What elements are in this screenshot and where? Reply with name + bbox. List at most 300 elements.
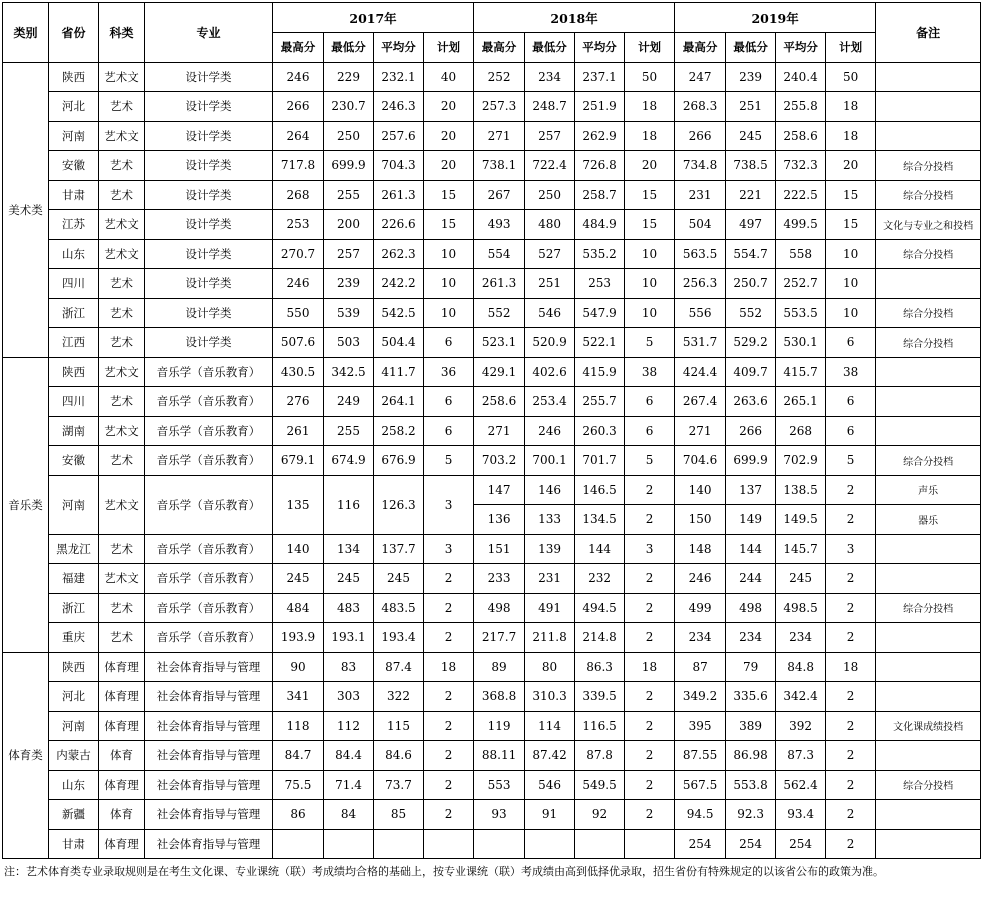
y2017-plan-count: 36 <box>424 357 474 387</box>
y2019-max-score: 140 <box>675 475 726 505</box>
y2017-avg-score: 73.7 <box>374 770 424 800</box>
y2017-plan-count: 2 <box>424 564 474 594</box>
y2018-min-score: 257 <box>525 121 575 151</box>
remark-cell <box>876 121 981 151</box>
y2019-plan-count: 15 <box>826 210 876 240</box>
table-row <box>3 416 981 446</box>
y2019-avg-score: 255.8 <box>776 92 826 122</box>
province-cell: 浙江 <box>49 298 99 328</box>
y2017-plan-count: 20 <box>424 121 474 151</box>
remark-cell <box>876 269 981 299</box>
y2017-min-score: 200 <box>324 210 374 240</box>
y2017-min-score: 503 <box>324 328 374 358</box>
y2018-max-score: 553 <box>474 770 525 800</box>
y2018-plan-count <box>625 829 675 859</box>
y2018-max-score: 119 <box>474 711 525 741</box>
province-cell: 福建 <box>49 564 99 594</box>
y2018-max-score: 252 <box>474 62 525 92</box>
y2018-max-score <box>474 829 525 859</box>
y2017-min-score: 250 <box>324 121 374 151</box>
y2019-max-score: 349.2 <box>675 682 726 712</box>
major-cell: 音乐学（音乐教育） <box>145 593 273 623</box>
y2019-max-score: 563.5 <box>675 239 726 269</box>
major-cell: 设计学类 <box>145 269 273 299</box>
y2018-max-score: 368.8 <box>474 682 525 712</box>
y2019-avg-score: 254 <box>776 829 826 859</box>
y2018-max-score: 136 <box>474 505 525 535</box>
province-cell: 河南 <box>49 711 99 741</box>
subject-cell: 艺术文 <box>99 357 145 387</box>
y2019-max-score: 87 <box>675 652 726 682</box>
province-cell: 山东 <box>49 239 99 269</box>
y2017-avg-score: 193.4 <box>374 623 424 653</box>
category-cell: 美术类 <box>3 62 49 357</box>
y2019-max-score: 424.4 <box>675 357 726 387</box>
y2018-min-score: 310.3 <box>525 682 575 712</box>
subject-cell: 艺术 <box>99 328 145 358</box>
y2018-avg-score: 86.3 <box>575 652 625 682</box>
table-row <box>3 62 981 92</box>
y2019-min-score: 389 <box>726 711 776 741</box>
y2017-max-score: 140 <box>273 534 324 564</box>
remark-cell: 综合分投档 <box>876 328 981 358</box>
major-cell: 设计学类 <box>145 239 273 269</box>
major-cell: 社会体育指导与管理 <box>145 770 273 800</box>
y2018-avg-score: 339.5 <box>575 682 625 712</box>
y2017-avg-score: 242.2 <box>374 269 424 299</box>
y2018-plan-count: 20 <box>625 151 675 181</box>
category-cell: 体育类 <box>3 652 49 859</box>
y2018-min-score: 520.9 <box>525 328 575 358</box>
y2018-plan-count: 2 <box>625 475 675 505</box>
major-cell: 社会体育指导与管理 <box>145 741 273 771</box>
y2018-avg-score: 146.5 <box>575 475 625 505</box>
y2017-plan-count: 15 <box>424 210 474 240</box>
y2018-max-score: 267 <box>474 180 525 210</box>
header-remark: 备注 <box>876 3 981 63</box>
y2019-max-score: 148 <box>675 534 726 564</box>
y2019-max-score: 254 <box>675 829 726 859</box>
subject-cell: 艺术文 <box>99 239 145 269</box>
y2017-plan-count: 40 <box>424 62 474 92</box>
table-row <box>3 269 981 299</box>
major-cell: 设计学类 <box>145 151 273 181</box>
y2019-avg-score: 732.3 <box>776 151 826 181</box>
y2018-min-score: 246 <box>525 416 575 446</box>
y2017-plan-count: 6 <box>424 387 474 417</box>
y2019-avg-score: 240.4 <box>776 62 826 92</box>
y2018-avg-score: 726.8 <box>575 151 625 181</box>
table-row <box>3 151 981 181</box>
y2019-min-score: 554.7 <box>726 239 776 269</box>
y2017-avg-score <box>374 829 424 859</box>
y2019-plan-count: 6 <box>826 387 876 417</box>
y2018-max-score: 554 <box>474 239 525 269</box>
y2018-min-score: 527 <box>525 239 575 269</box>
table-row <box>3 239 981 269</box>
y2018-min-score: 146 <box>525 475 575 505</box>
y2017-plan-count: 15 <box>424 180 474 210</box>
remark-cell <box>876 829 981 859</box>
y2018-plan-count: 50 <box>625 62 675 92</box>
y2019-plan-count: 10 <box>826 298 876 328</box>
y2017-min-score: 134 <box>324 534 374 564</box>
province-cell: 甘肃 <box>49 829 99 859</box>
y2018-avg-score: 415.9 <box>575 357 625 387</box>
header-major: 专业 <box>145 3 273 63</box>
admission-score-table <box>2 2 981 859</box>
major-cell: 音乐学（音乐教育） <box>145 357 273 387</box>
y2017-max-score: 245 <box>273 564 324 594</box>
y2017-avg-score: 245 <box>374 564 424 594</box>
y2019-plan-count: 38 <box>826 357 876 387</box>
table-row <box>3 475 981 505</box>
y2019-plan-count: 2 <box>826 741 876 771</box>
y2018-min-score: 491 <box>525 593 575 623</box>
y2017-max-score: 550 <box>273 298 324 328</box>
y2018-min-score: 211.8 <box>525 623 575 653</box>
y2019-max-score: 231 <box>675 180 726 210</box>
major-cell: 设计学类 <box>145 328 273 358</box>
y2019-avg-score: 93.4 <box>776 800 826 830</box>
y2018-max-score: 89 <box>474 652 525 682</box>
y2019-max-score: 499 <box>675 593 726 623</box>
table-row <box>3 446 981 476</box>
y2018-plan-count: 5 <box>625 446 675 476</box>
y2019-avg-score: 265.1 <box>776 387 826 417</box>
y2018-min-score: 234 <box>525 62 575 92</box>
province-cell: 浙江 <box>49 593 99 623</box>
y2017-plan-count: 10 <box>424 298 474 328</box>
y2017-plan-count: 3 <box>424 475 474 534</box>
remark-cell <box>876 387 981 417</box>
y2019-min-score: 498 <box>726 593 776 623</box>
y2018-max-score: 261.3 <box>474 269 525 299</box>
y2017-avg-score: 87.4 <box>374 652 424 682</box>
remark-cell: 器乐 <box>876 505 981 535</box>
y2019-plan-count: 5 <box>826 446 876 476</box>
remark-cell: 综合分投档 <box>876 151 981 181</box>
subject-cell: 艺术 <box>99 387 145 417</box>
header-avg: 平均分 <box>776 33 826 63</box>
footnote: 注：艺术体育类专业录取规则是在考生文化课、专业课统（联）考成绩均合格的基础上，按专业课统（联）考成绩由高到低择优录取，招生省份有特殊规定的以该省公布的政策为准。 <box>4 865 884 878</box>
subject-cell: 体育 <box>99 741 145 771</box>
remark-cell: 文化课成绩投档 <box>876 711 981 741</box>
table-row <box>3 328 981 358</box>
province-cell: 安徽 <box>49 151 99 181</box>
y2017-max-score: 253 <box>273 210 324 240</box>
y2018-min-score <box>525 829 575 859</box>
table-row <box>3 387 981 417</box>
y2019-max-score: 234 <box>675 623 726 653</box>
y2018-min-score: 87.42 <box>525 741 575 771</box>
province-cell: 甘肃 <box>49 180 99 210</box>
y2019-min-score: 86.98 <box>726 741 776 771</box>
y2018-plan-count: 2 <box>625 564 675 594</box>
y2017-plan-count: 10 <box>424 239 474 269</box>
header-province: 省份 <box>49 3 99 63</box>
province-cell: 四川 <box>49 269 99 299</box>
y2017-avg-score: 258.2 <box>374 416 424 446</box>
y2019-plan-count: 10 <box>826 239 876 269</box>
y2019-avg-score: 84.8 <box>776 652 826 682</box>
y2017-min-score: 674.9 <box>324 446 374 476</box>
y2017-max-score: 246 <box>273 269 324 299</box>
y2017-avg-score: 704.3 <box>374 151 424 181</box>
y2019-max-score: 556 <box>675 298 726 328</box>
y2019-min-score: 251 <box>726 92 776 122</box>
table-row <box>3 770 981 800</box>
y2017-max-score: 341 <box>273 682 324 712</box>
y2019-plan-count: 2 <box>826 770 876 800</box>
y2019-avg-score: 392 <box>776 711 826 741</box>
y2017-min-score: 83 <box>324 652 374 682</box>
major-cell: 音乐学（音乐教育） <box>145 623 273 653</box>
y2017-plan-count: 18 <box>424 652 474 682</box>
y2019-plan-count: 2 <box>826 623 876 653</box>
y2018-avg-score: 484.9 <box>575 210 625 240</box>
y2019-min-score: 529.2 <box>726 328 776 358</box>
y2018-avg-score: 144 <box>575 534 625 564</box>
y2019-max-score: 266 <box>675 121 726 151</box>
y2018-min-score: 231 <box>525 564 575 594</box>
remark-cell: 综合分投档 <box>876 770 981 800</box>
y2017-plan-count: 20 <box>424 151 474 181</box>
remark-cell: 综合分投档 <box>876 593 981 623</box>
y2019-plan-count: 2 <box>826 711 876 741</box>
y2018-plan-count: 18 <box>625 121 675 151</box>
y2018-max-score: 93 <box>474 800 525 830</box>
y2018-min-score: 91 <box>525 800 575 830</box>
table-row <box>3 121 981 151</box>
y2019-max-score: 531.7 <box>675 328 726 358</box>
y2019-max-score: 94.5 <box>675 800 726 830</box>
y2018-max-score: 257.3 <box>474 92 525 122</box>
y2017-min-score: 342.5 <box>324 357 374 387</box>
province-cell: 河南 <box>49 475 99 534</box>
province-cell: 陕西 <box>49 62 99 92</box>
y2019-min-score: 92.3 <box>726 800 776 830</box>
table-row <box>3 564 981 594</box>
y2019-avg-score: 558 <box>776 239 826 269</box>
major-cell: 设计学类 <box>145 180 273 210</box>
y2019-plan-count: 6 <box>826 416 876 446</box>
subject-cell: 艺术文 <box>99 210 145 240</box>
y2019-min-score: 79 <box>726 652 776 682</box>
y2017-plan-count: 6 <box>424 328 474 358</box>
y2017-min-score <box>324 829 374 859</box>
province-cell: 湖南 <box>49 416 99 446</box>
y2017-avg-score: 257.6 <box>374 121 424 151</box>
y2018-avg-score <box>575 829 625 859</box>
y2017-plan-count: 2 <box>424 593 474 623</box>
remark-cell: 综合分投档 <box>876 239 981 269</box>
remark-cell <box>876 92 981 122</box>
y2018-min-score: 700.1 <box>525 446 575 476</box>
table-row <box>3 593 981 623</box>
y2019-max-score: 734.8 <box>675 151 726 181</box>
y2018-plan-count: 3 <box>625 534 675 564</box>
y2018-plan-count: 15 <box>625 210 675 240</box>
y2017-plan-count: 3 <box>424 534 474 564</box>
subject-cell: 艺术文 <box>99 62 145 92</box>
major-cell: 音乐学（音乐教育） <box>145 387 273 417</box>
y2018-avg-score: 522.1 <box>575 328 625 358</box>
major-cell: 设计学类 <box>145 121 273 151</box>
y2017-min-score: 84.4 <box>324 741 374 771</box>
y2018-avg-score: 237.1 <box>575 62 625 92</box>
y2018-plan-count: 2 <box>625 800 675 830</box>
header-year-2019: 2019年 <box>675 3 876 33</box>
header-min: 最低分 <box>726 33 776 63</box>
y2018-plan-count: 38 <box>625 357 675 387</box>
y2019-max-score: 704.6 <box>675 446 726 476</box>
y2018-avg-score: 262.9 <box>575 121 625 151</box>
y2017-min-score: 230.7 <box>324 92 374 122</box>
header-max: 最高分 <box>273 33 324 63</box>
y2018-plan-count: 2 <box>625 593 675 623</box>
y2017-avg-score: 261.3 <box>374 180 424 210</box>
y2017-max-score: 717.8 <box>273 151 324 181</box>
y2017-min-score: 249 <box>324 387 374 417</box>
y2019-plan-count: 2 <box>826 593 876 623</box>
y2019-max-score: 87.55 <box>675 741 726 771</box>
y2018-plan-count: 10 <box>625 269 675 299</box>
header-subject: 科类 <box>99 3 145 63</box>
table-row <box>3 800 981 830</box>
y2017-max-score: 268 <box>273 180 324 210</box>
y2017-avg-score: 84.6 <box>374 741 424 771</box>
y2018-min-score: 251 <box>525 269 575 299</box>
province-cell: 江西 <box>49 328 99 358</box>
y2017-max-score: 266 <box>273 92 324 122</box>
y2019-min-score: 137 <box>726 475 776 505</box>
remark-cell <box>876 62 981 92</box>
y2017-max-score: 484 <box>273 593 324 623</box>
major-cell: 社会体育指导与管理 <box>145 652 273 682</box>
y2019-plan-count: 18 <box>826 652 876 682</box>
header-plan: 计划 <box>625 33 675 63</box>
y2017-plan-count <box>424 829 474 859</box>
table-row <box>3 623 981 653</box>
remark-cell <box>876 564 981 594</box>
y2018-min-score: 546 <box>525 298 575 328</box>
y2019-min-score: 244 <box>726 564 776 594</box>
y2017-avg-score: 226.6 <box>374 210 424 240</box>
y2017-min-score: 303 <box>324 682 374 712</box>
y2019-min-score: 239 <box>726 62 776 92</box>
y2019-min-score: 497 <box>726 210 776 240</box>
subject-cell: 艺术文 <box>99 564 145 594</box>
y2019-max-score: 247 <box>675 62 726 92</box>
y2017-max-score: 270.7 <box>273 239 324 269</box>
y2018-max-score: 217.7 <box>474 623 525 653</box>
y2019-max-score: 267.4 <box>675 387 726 417</box>
remark-cell <box>876 623 981 653</box>
subject-cell: 体育理 <box>99 682 145 712</box>
y2019-avg-score: 498.5 <box>776 593 826 623</box>
y2017-plan-count: 2 <box>424 741 474 771</box>
y2018-max-score: 258.6 <box>474 387 525 417</box>
y2019-plan-count: 50 <box>826 62 876 92</box>
subject-cell: 艺术文 <box>99 416 145 446</box>
y2017-plan-count: 2 <box>424 770 474 800</box>
header-plan: 计划 <box>826 33 876 63</box>
y2017-avg-score: 411.7 <box>374 357 424 387</box>
y2019-plan-count: 2 <box>826 475 876 505</box>
major-cell: 音乐学（音乐教育） <box>145 534 273 564</box>
major-cell: 社会体育指导与管理 <box>145 829 273 859</box>
remark-cell <box>876 800 981 830</box>
y2019-plan-count: 2 <box>826 829 876 859</box>
header-min: 最低分 <box>525 33 575 63</box>
y2019-max-score: 567.5 <box>675 770 726 800</box>
province-cell: 安徽 <box>49 446 99 476</box>
y2019-plan-count: 6 <box>826 328 876 358</box>
subject-cell: 体育 <box>99 800 145 830</box>
major-cell: 设计学类 <box>145 298 273 328</box>
y2017-plan-count: 20 <box>424 92 474 122</box>
subject-cell: 艺术 <box>99 593 145 623</box>
y2018-min-score: 133 <box>525 505 575 535</box>
major-cell: 社会体育指导与管理 <box>145 800 273 830</box>
table-row <box>3 298 981 328</box>
y2018-max-score: 151 <box>474 534 525 564</box>
y2019-max-score: 256.3 <box>675 269 726 299</box>
y2018-plan-count: 10 <box>625 298 675 328</box>
y2018-min-score: 480 <box>525 210 575 240</box>
remark-cell: 综合分投档 <box>876 180 981 210</box>
province-cell: 陕西 <box>49 357 99 387</box>
major-cell: 设计学类 <box>145 92 273 122</box>
remark-cell <box>876 416 981 446</box>
y2019-min-score: 335.6 <box>726 682 776 712</box>
y2019-min-score: 738.5 <box>726 151 776 181</box>
table-row <box>3 682 981 712</box>
y2017-min-score: 193.1 <box>324 623 374 653</box>
y2017-max-score <box>273 829 324 859</box>
y2018-max-score: 271 <box>474 121 525 151</box>
header-max: 最高分 <box>675 33 726 63</box>
remark-cell: 综合分投档 <box>876 446 981 476</box>
province-cell: 山东 <box>49 770 99 800</box>
header-avg: 平均分 <box>374 33 424 63</box>
y2018-plan-count: 2 <box>625 623 675 653</box>
y2019-avg-score: 245 <box>776 564 826 594</box>
province-cell: 江苏 <box>49 210 99 240</box>
y2017-min-score: 245 <box>324 564 374 594</box>
y2019-plan-count: 18 <box>826 121 876 151</box>
y2019-avg-score: 222.5 <box>776 180 826 210</box>
y2019-avg-score: 702.9 <box>776 446 826 476</box>
header-category: 类别 <box>3 3 49 63</box>
y2018-avg-score: 549.5 <box>575 770 625 800</box>
y2017-max-score: 264 <box>273 121 324 151</box>
y2019-min-score: 263.6 <box>726 387 776 417</box>
y2019-avg-score: 234 <box>776 623 826 653</box>
table-row <box>3 210 981 240</box>
y2019-plan-count: 2 <box>826 564 876 594</box>
y2018-min-score: 114 <box>525 711 575 741</box>
y2018-max-score: 147 <box>474 475 525 505</box>
major-cell: 设计学类 <box>145 210 273 240</box>
y2018-avg-score: 253 <box>575 269 625 299</box>
y2019-min-score: 234 <box>726 623 776 653</box>
y2018-avg-score: 494.5 <box>575 593 625 623</box>
y2018-min-score: 80 <box>525 652 575 682</box>
y2018-max-score: 523.1 <box>474 328 525 358</box>
y2018-max-score: 493 <box>474 210 525 240</box>
